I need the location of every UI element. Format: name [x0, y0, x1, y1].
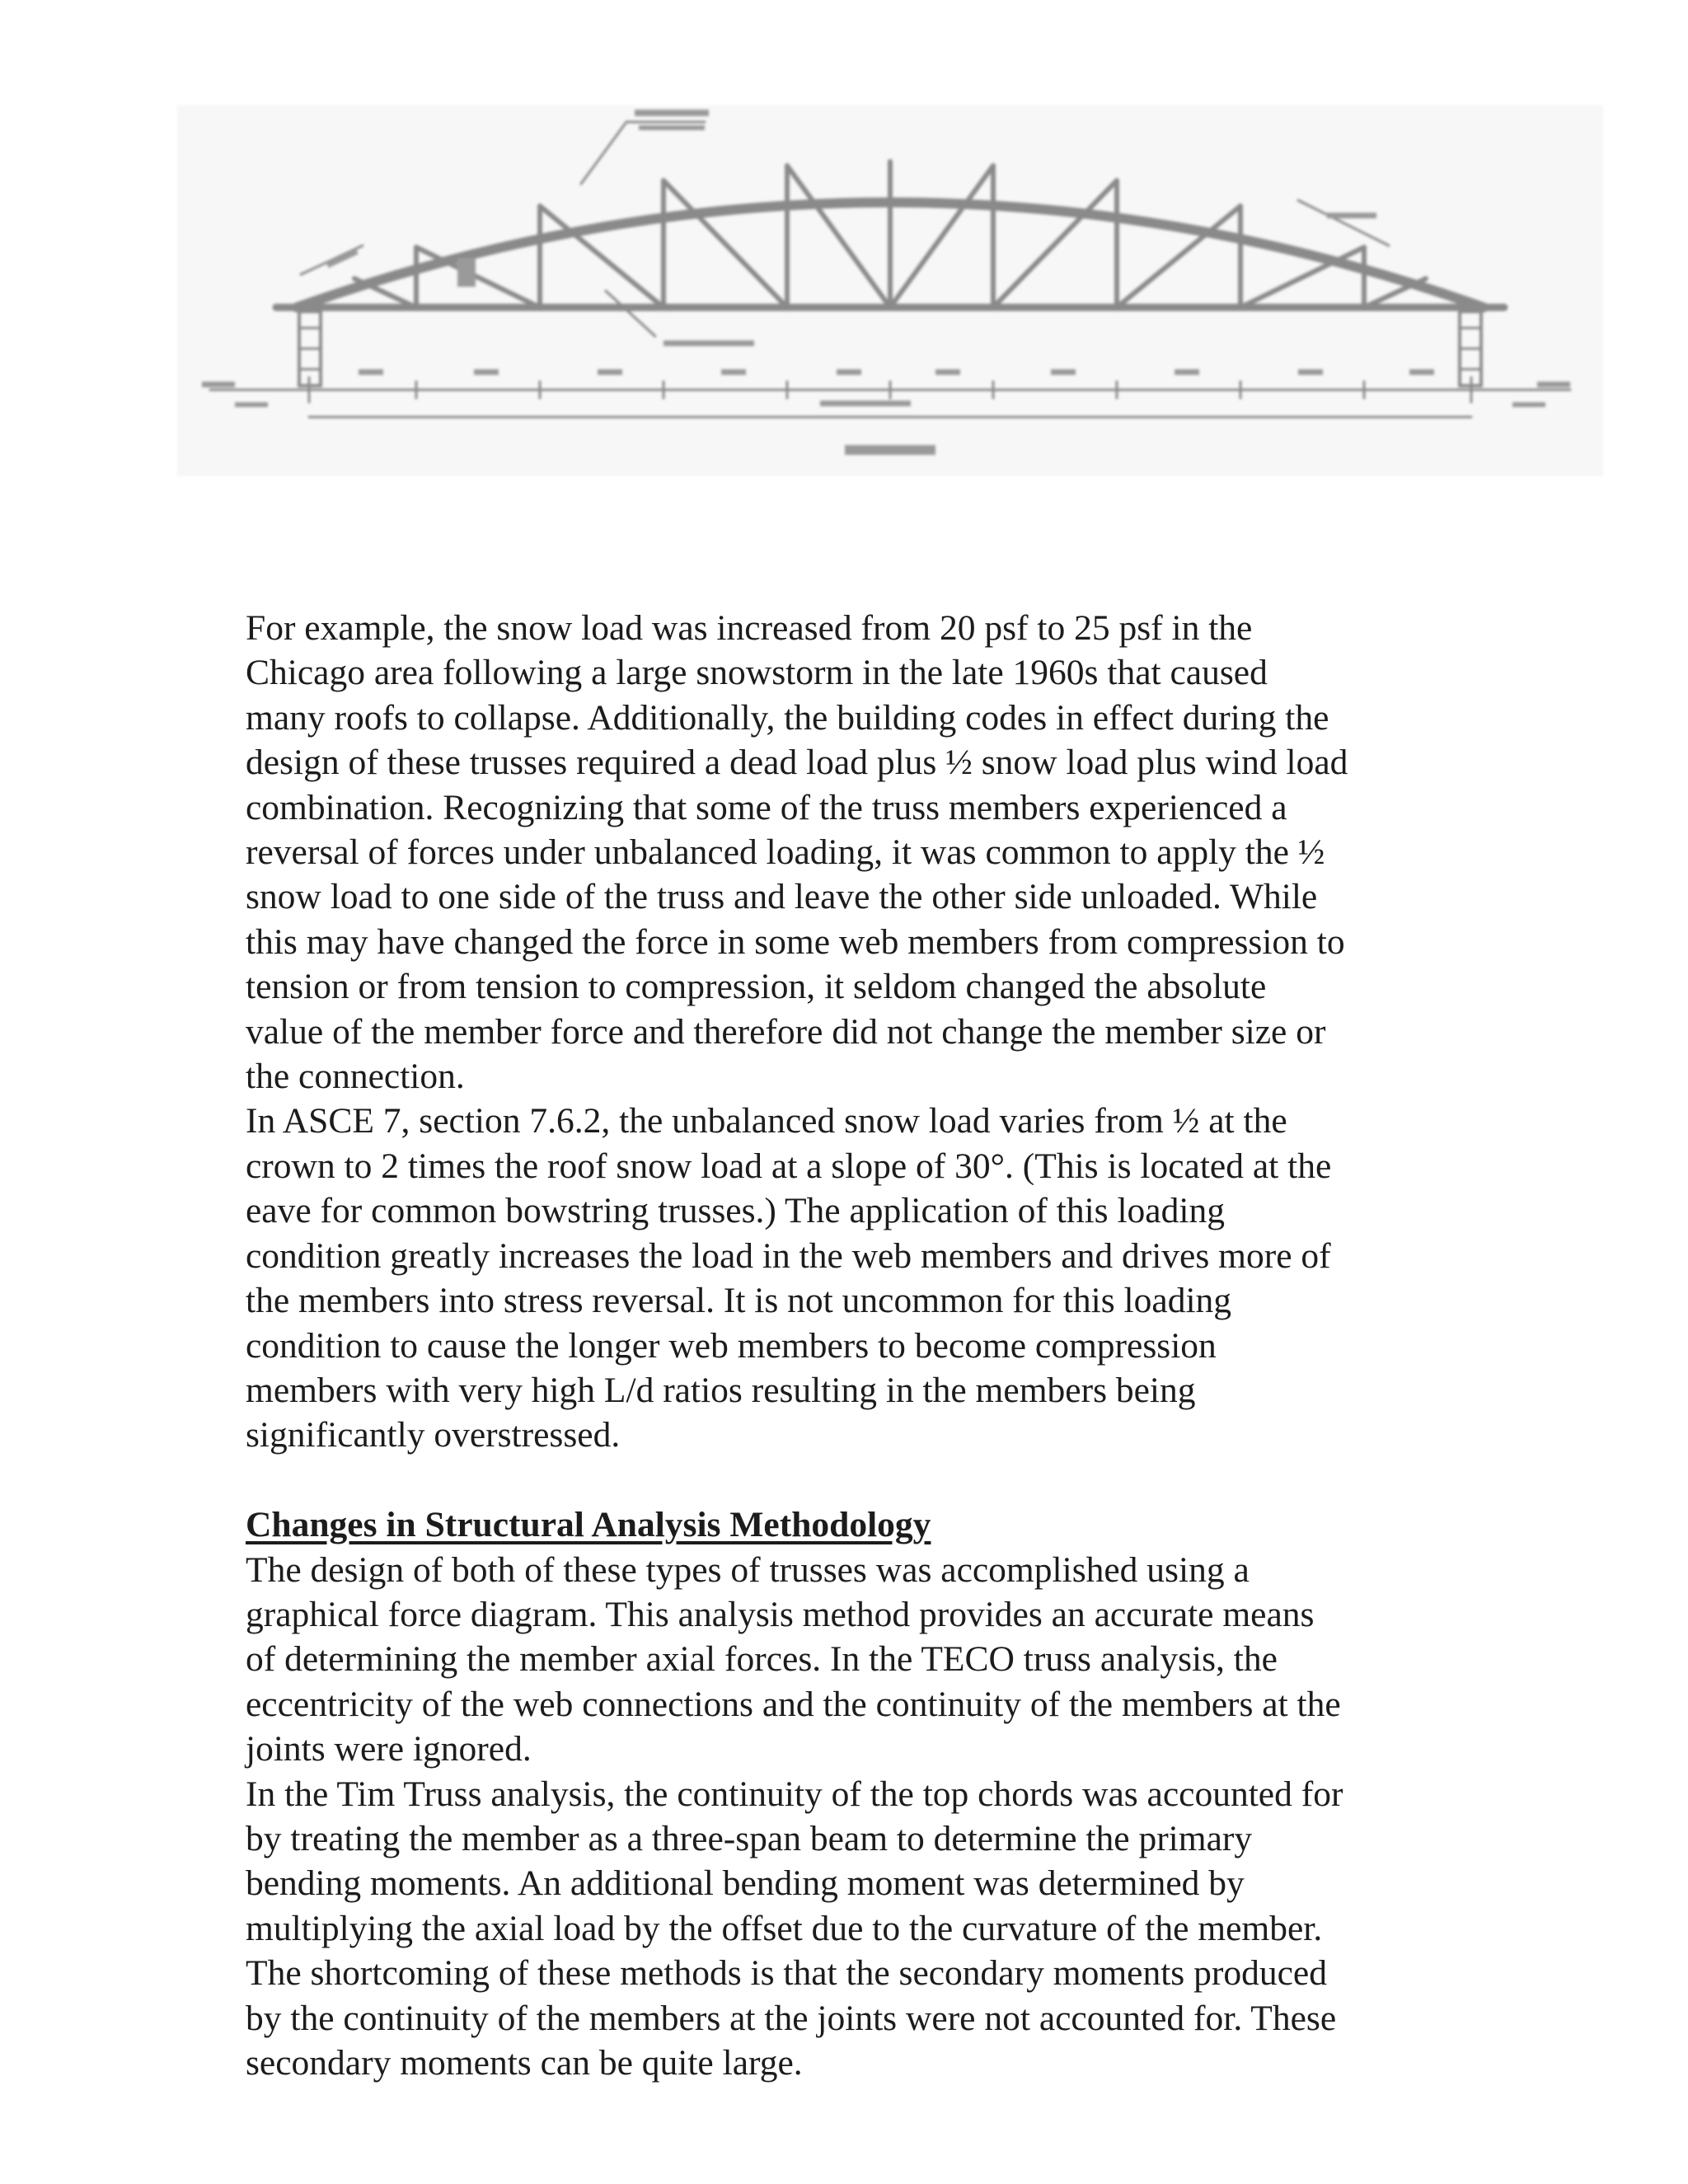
text-line: multiplying the axial load by the offset due to the curvature of the member.	[246, 1908, 1323, 1948]
document-body	[246, 606, 1449, 2085]
text-line: bending moments. An additional bending moment was determined by	[246, 1863, 1245, 1904]
text-line: combination. Recognizing that some of the truss members experienced a	[246, 787, 1287, 827]
text-line: eave for common bowstring trusses.) The application of this loading	[246, 1191, 1225, 1231]
text-line: In the Tim Truss analysis, the continuity of the top chords was accounted for	[246, 1774, 1343, 1814]
text-line: by the continuity of the members at the joints were not accounted for. These	[246, 1998, 1337, 2038]
text-line: graphical force diagram. This analysis method provides an accurate means	[246, 1594, 1315, 1634]
text-line: For example, the snow load was increased from 20 psf to 25 psf in the	[246, 608, 1253, 648]
text-line: The design of both of these types of trusses was accomplished using a	[246, 1549, 1250, 1590]
text-line: joints were ignored.	[246, 1729, 532, 1769]
truss-profile-figure	[177, 105, 1603, 476]
text-line: The shortcoming of these methods is that the secondary moments produced	[246, 1953, 1327, 1994]
text-line: crown to 2 times the roof snow load at a slope of 30°. (This is located at the	[246, 1146, 1332, 1186]
text-line: Chicago area following a large snowstorm in the late 1960s that caused	[246, 653, 1268, 693]
text-line: condition greatly increases the load in the web members and drives more of	[246, 1235, 1331, 1276]
text-line: reversal of forces under unbalanced loading, it was common to apply the ½	[246, 832, 1325, 873]
text-line: of determining the member axial forces. In the TECO truss analysis, the	[246, 1639, 1278, 1680]
text-line: significantly overstressed.	[246, 1415, 621, 1455]
truss-drawing-icon	[177, 105, 1603, 476]
text-line: value of the member force and therefore did not change the member size or	[246, 1011, 1326, 1052]
section-heading: Changes in Structural Analysis Methodology	[246, 1505, 931, 1545]
text-line: design of these trusses required a dead load plus ½ snow load plus wind load	[246, 743, 1348, 783]
paragraph-snow-load	[246, 606, 1449, 1099]
text-line: condition to cause the longer web members to become compression	[246, 1325, 1217, 1366]
text-line: the connection.	[246, 1057, 465, 1097]
text-line: secondary moments can be quite large.	[246, 2042, 803, 2083]
text-line: In ASCE 7, section 7.6.2, the unbalanced snow load varies from ½ at the	[246, 1101, 1287, 1141]
text-line: many roofs to collapse. Additionally, the building codes in effect during the	[246, 697, 1329, 738]
paragraph-spacer	[246, 1458, 1449, 1502]
text-line: by treating the member as a three-span beam to determine the primary	[246, 1818, 1253, 1858]
paragraph-asce7	[246, 1099, 1449, 1457]
paragraph-tim-truss	[246, 1772, 1449, 2086]
text-line: snow load to one side of the truss and leave the other side unloaded. While	[246, 877, 1318, 917]
text-line: eccentricity of the web connections and the continuity of the members at the	[246, 1684, 1341, 1724]
text-line: members with very high L/d ratios resulting in the members being	[246, 1370, 1196, 1410]
text-line: the members into stress reversal. It is not uncommon for this loading	[246, 1281, 1232, 1321]
text-line: this may have changed the force in some web members from compression to	[246, 921, 1345, 962]
text-line: tension or from tension to compression, it seldom changed the absolute	[246, 967, 1267, 1007]
paragraph-graphical-force	[246, 1548, 1449, 1772]
